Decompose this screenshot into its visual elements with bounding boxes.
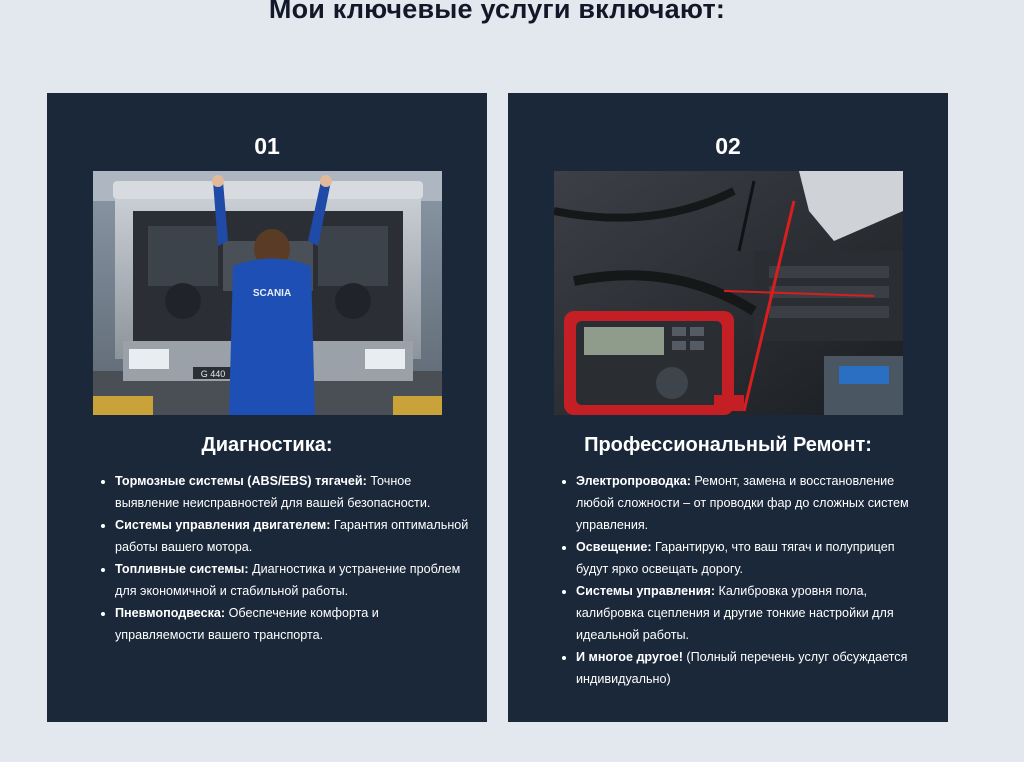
page-title: Мои ключевые услуги включают: <box>268 0 726 24</box>
card-number: 01 <box>254 133 280 159</box>
list-item: • И многое другое! (Полный перечень услуг обсуждается индивидуально) <box>576 646 930 690</box>
list-item: • Топливные системы: Диагностика и устранение проблем для экономичной и стабильной работы. <box>115 558 469 602</box>
multimeter-repair-photo <box>554 171 903 415</box>
list-item: • Освещение: Гарантирую, что ваш тягач и полуприцеп будут ярко освещать дорогу. <box>576 536 930 580</box>
list-item: • Электропроводка: Ремонт, замена и восстановление любой сложности – от проводки фар до сложных систем управления. <box>576 470 930 536</box>
service-list <box>554 470 930 690</box>
truck-badge: G 440 <box>200 369 226 379</box>
card-title: Профессиональный Ремонт: <box>584 434 872 456</box>
service-list <box>93 470 469 646</box>
card-title: Диагностика: <box>201 434 333 456</box>
list-item: • Тормозные системы (ABS/EBS) тягачей: Точное выявление неисправностей для вашей безопасности. <box>115 470 469 514</box>
truck-mechanic-photo <box>93 171 442 415</box>
list-item: • Пневмоподвеска: Обеспечение комфорта и управляемости вашего транспорта. <box>115 602 469 646</box>
list-item: • Системы управления двигателем: Гарантия оптимальной работы вашего мотора. <box>115 514 469 558</box>
service-card-diagnostics <box>47 93 487 722</box>
suit-logo: SCANIA <box>252 288 292 299</box>
card-number: 02 <box>715 133 741 159</box>
service-card-repair <box>508 93 948 722</box>
list-item: • Системы управления: Калибровка уровня пола, калибровка сцепления и другие тонкие настройки для идеальной работы. <box>576 580 930 646</box>
